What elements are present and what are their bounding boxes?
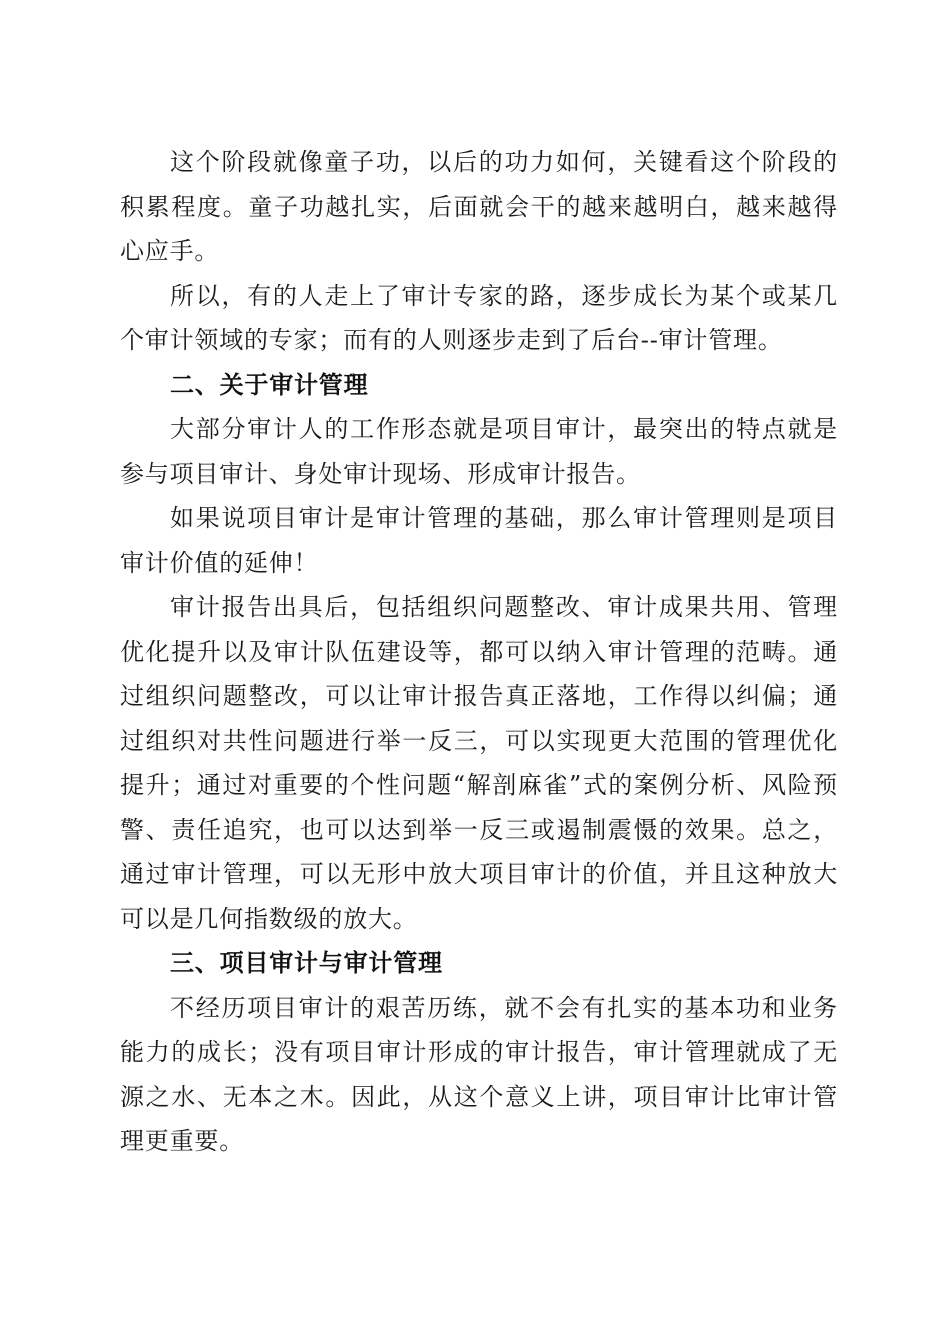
section-heading-project-vs-management: 三、项目审计与审计管理 xyxy=(170,949,443,977)
section-heading-audit-management: 二、关于审计管理 xyxy=(170,370,369,399)
document-body xyxy=(120,140,838,1164)
paragraph-audit-management-scope: 审计报告出具后，包括组织问题整改、审计成果共用、管理优化提升以及审计队伍建设等，都可以纳入审计管理的范畴。通过组织问题整改，可以让审计报告真正落地，工作得以纠偏；通过组织对共性问题进行举一反三，可以实现更大范围的管理优化提升；通过对重要的个性问题“解剖麻雀”式的案例分析、风险预警、责任追究，也可以达到举一反三或遏制震慑的效果。总之，通过审计管理，可以无形中放大项目审计的价值，并且这种放大可以是几何指数级的放大。 xyxy=(120,593,838,933)
paragraph-audit-value-extension: 如果说项目审计是审计管理的基础，那么审计管理则是项目审计价值的延伸！ xyxy=(120,504,838,577)
paragraph-foundation-stage: 这个阶段就像童子功，以后的功力如何，关键看这个阶段的积累程度。童子功越扎实，后面就会干的越来越明白，越来越得心应手。 xyxy=(120,148,838,265)
paragraph-career-paths: 所以，有的人走上了审计专家的路，逐步成长为某个或某几个审计领域的专家；而有的人则逐步走到了后台--审计管理。 xyxy=(120,281,838,354)
paragraph-project-audit-importance: 不经历项目审计的艰苦历练，就不会有扎实的基本功和业务能力的成长；没有项目审计形成的审计报告，审计管理就成了无源之水、无本之木。因此，从这个意义上讲，项目审计比审计管理更重要。 xyxy=(120,993,838,1155)
paragraph-project-audit-form: 大部分审计人的工作形态就是项目审计，最突出的特点就是参与项目审计、身处审计现场、形成审计报告。 xyxy=(120,415,838,488)
